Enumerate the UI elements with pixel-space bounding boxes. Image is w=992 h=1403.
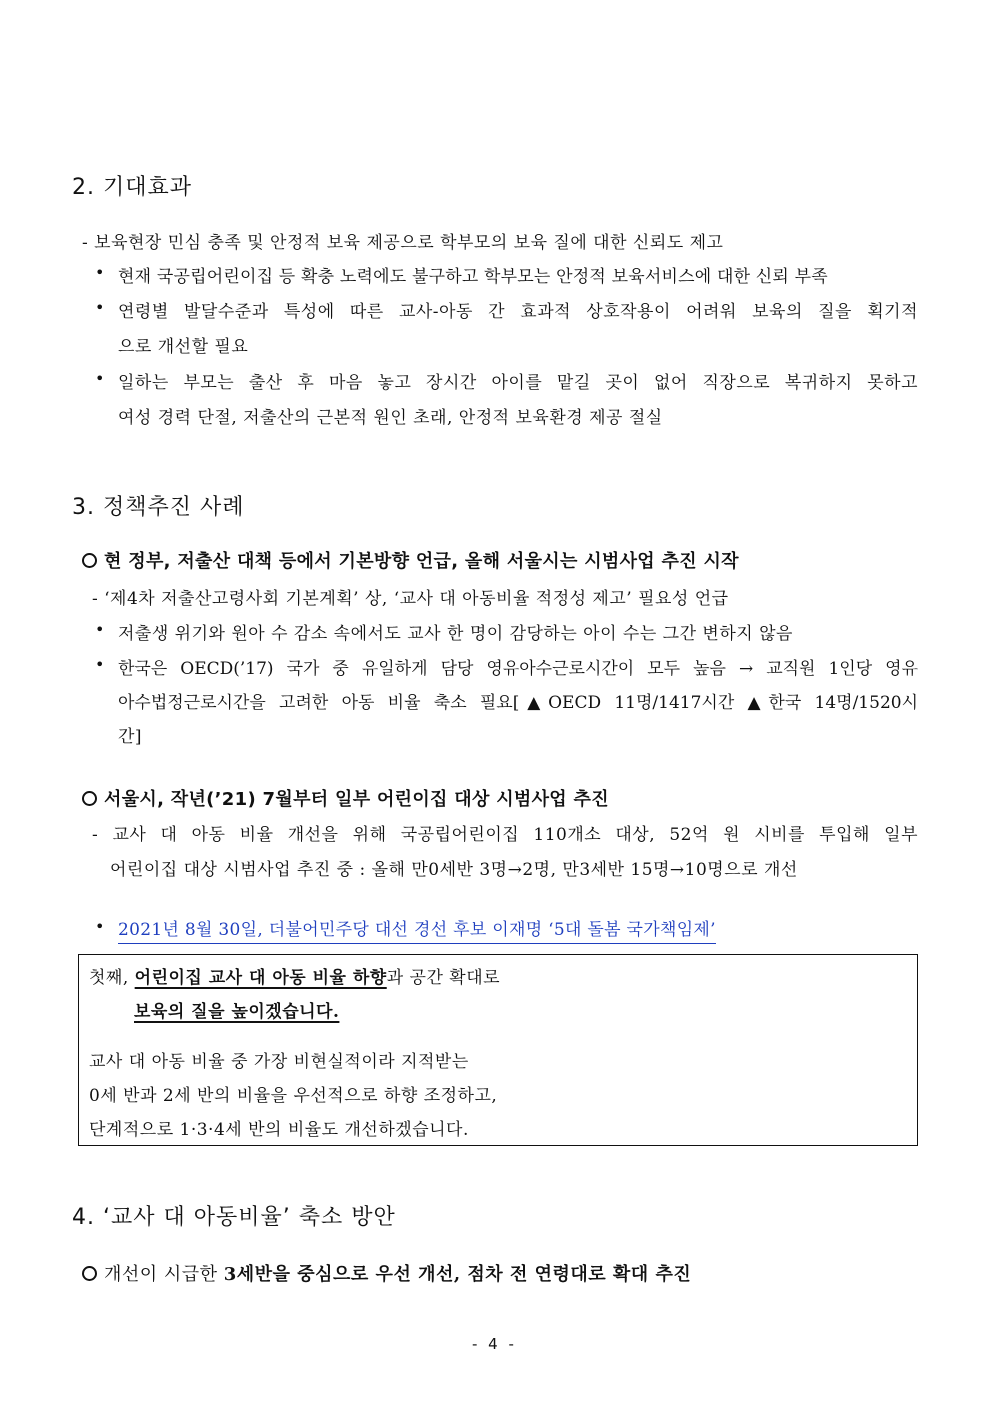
bullet-dot-icon: •	[95, 917, 105, 936]
quote-line-1	[89, 963, 500, 988]
section-3-item-1-bullet-2-line-3: 간]	[118, 727, 143, 747]
section-3-item-1-dash: - ‘제4차 저출산고령사회 기본계획’ 상, ‘교사 대 아동비율 적정성 제고’ 필요성 언급	[92, 589, 729, 609]
section-3-item-2-title: 서울시, 작년(’21) 7월부터 일부 어린이집 대상 시범사업 추진	[104, 789, 609, 810]
bullet-dot-icon: •	[95, 655, 105, 674]
section-3-item-1-bullet-2-line-2: 아수법정근로시간을 고려한 아동 비율 축소 필요[▲OECD 11명/1417시간 ▲한국 14명/1520시	[118, 693, 918, 713]
section-2-bullet-2-line-1: 연령별 발달수준과 특성에 따른 교사-아동 간 효과적 상호작용이 어려워 보육의 질을 획기적	[118, 302, 918, 322]
section-2-bullet-1: 현재 국공립어린이집 등 확충 노력에도 불구하고 학부모는 안정적 보육서비스에 대한 신뢰 부족	[118, 267, 828, 287]
circle-bullet-icon	[82, 791, 97, 806]
quote-line-1-prefix: 첫째,	[89, 968, 135, 988]
section-2-heading: 2. 기대효과	[72, 175, 192, 200]
section-4-item-prefix: 개선이 시급한	[104, 1264, 224, 1285]
quote-line-2: 보육의 질을 높이겠습니다.	[134, 1002, 340, 1022]
pledge-link-wrapper	[118, 915, 716, 940]
bullet-dot-icon: •	[95, 620, 105, 639]
page-number: - 4 -	[472, 1335, 517, 1353]
quote-line-1-bold: 어린이집 교사 대 아동 비율 하향	[134, 968, 387, 988]
section-2-dash-item: - 보육현장 민심 충족 및 안정적 보육 제공으로 학부모의 보육 질에 대한 신뢰도 제고	[82, 233, 724, 253]
section-3-item-2-dash-line-1: - 교사 대 아동 비율 개선을 위해 국공립어린이집 110개소 대상, 52억 원 시비를 투입해 일부	[92, 825, 918, 845]
bullet-dot-icon: •	[95, 369, 105, 388]
quote-line-3: 교사 대 아동 비율 중 가장 비현실적이라 지적받는	[89, 1052, 469, 1072]
pledge-quote-box	[78, 954, 918, 1146]
section-4-item	[104, 1260, 691, 1286]
section-3-item-2-dash-line-2: 어린이집 대상 시범사업 추진 중 : 올해 만0세반 3명→2명, 만3세반 15명→10명으로 개선	[110, 860, 798, 880]
section-3-item-1-title: 현 정부, 저출산 대책 등에서 기본방향 언급, 올해 서울시는 시범사업 추진 시작	[104, 551, 739, 572]
circle-bullet-icon	[82, 1266, 97, 1281]
section-3-item-1-bullet-2-line-1: 한국은 OECD(’17) 국가 중 유일하게 담당 영유아수근로시간이 모두 높음 → 교직원 1인당 영유	[118, 659, 918, 679]
section-4-item-bold: 3세반을 중심으로 우선 개선, 점차 전 연령대로 확대 추진	[223, 1264, 692, 1285]
quote-line-5: 단계적으로 1·3·4세 반의 비율도 개선하겠습니다.	[89, 1120, 469, 1140]
section-3-heading: 3. 정책추진 사례	[72, 495, 245, 520]
section-2-bullet-2-line-2: 으로 개선할 필요	[118, 337, 249, 357]
section-3-item-1-bullet-1: 저출생 위기와 원아 수 감소 속에서도 교사 한 명이 감당하는 아이 수는 그간 변하지 않음	[118, 624, 793, 644]
section-2-bullet-3-line-1: 일하는 부모는 출산 후 마음 놓고 장시간 아이를 맡길 곳이 없어 직장으로 복귀하지 못하고	[118, 373, 918, 393]
section-2-bullet-3-line-2: 여성 경력 단절, 저출산의 근본적 원인 초래, 안정적 보육환경 제공 절실	[118, 408, 663, 428]
circle-bullet-icon	[82, 553, 97, 568]
section-4-heading: 4. ‘교사 대 아동비율’ 축소 방안	[72, 1205, 396, 1230]
quote-line-4: 0세 반과 2세 반의 비율을 우선적으로 하향 조정하고,	[89, 1086, 498, 1106]
pledge-link[interactable]: 2021년 8월 30일, 더불어민주당 대선 경선 후보 이재명 ‘5대 돌봄 국가책임제’	[118, 920, 716, 944]
bullet-dot-icon: •	[95, 298, 105, 317]
quote-line-1-suffix: 과 공간 확대로	[386, 968, 501, 988]
bullet-dot-icon: •	[95, 263, 105, 282]
